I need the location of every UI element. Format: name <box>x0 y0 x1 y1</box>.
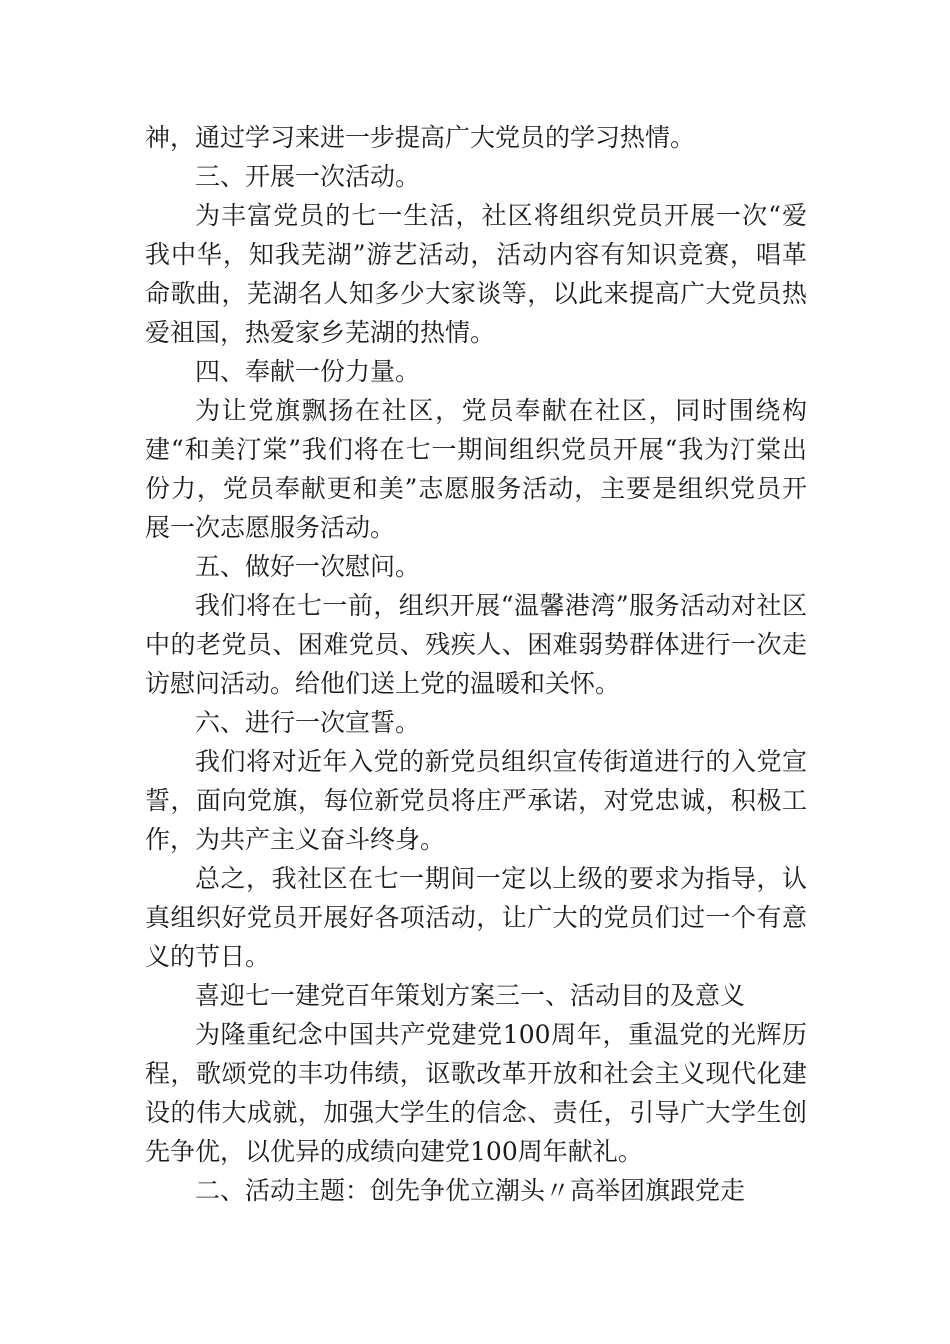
paragraph-continuation: 神，通过学习来进一步提高广大党员的学习热情。 <box>145 123 696 152</box>
plan-title: 喜迎七一建党百年策划方案三一、活动目的及意义 <box>195 981 746 1010</box>
section-heading-theme: 二、活动主题：创先争优立潮头〃高举团旗跟党走 <box>195 1176 746 1205</box>
section-heading-3: 三、开展一次活动。 <box>195 162 421 191</box>
paragraph-summary: 总之，我社区在七一期间一定以上级的要求为指导，认真组织好党员开展好各项活动，让广大的党员们过一个有意义的节日。 <box>145 864 807 971</box>
section-heading-5: 五、做好一次慰问。 <box>195 552 421 581</box>
paragraph: 为让党旗飘扬在社区，党员奉献在社区，同时围绕构建“和美汀棠”我们将在七一期间组织党员开展“我为汀棠出份力，党员奉献更和美”志愿服务活动，主要是组织党员开展一次志愿服务活动。 <box>145 396 807 542</box>
paragraph: 为丰富党员的七一生活，社区将组织党员开展一次“爱我中华，知我芜湖”游艺活动，活动内容有知识竞赛，唱革命歌曲，芜湖名人知多少大家谈等，以此来提高广大党员热爱祖国，热爱家乡芜湖的热情。 <box>145 201 807 347</box>
document-body <box>145 118 807 1210</box>
paragraph: 我们将在七一前，组织开展“温馨港湾”服务活动对社区中的老党员、困难党员、残疾人、困难弱势群体进行一次走访慰问活动。给他们送上党的温暖和关怀。 <box>145 591 807 698</box>
paragraph: 我们将对近年入党的新党员组织宣传街道进行的入党宣誓，面向党旗，每位新党员将庄严承诺，对党忠诚，积极工作，为共产主义奋斗终身。 <box>145 747 807 854</box>
paragraph: 为隆重纪念中国共产党建党100周年，重温党的光辉历程，歌颂党的丰功伟绩，讴歌改革开放和社会主义现代化建设的伟大成就，加强大学生的信念、责任，引导广大学生创先争优，以优异的成绩向建党100周年献礼。 <box>145 1020 807 1166</box>
section-heading-4: 四、奉献一份力量。 <box>195 357 421 386</box>
section-heading-6: 六、进行一次宣誓。 <box>195 708 421 737</box>
